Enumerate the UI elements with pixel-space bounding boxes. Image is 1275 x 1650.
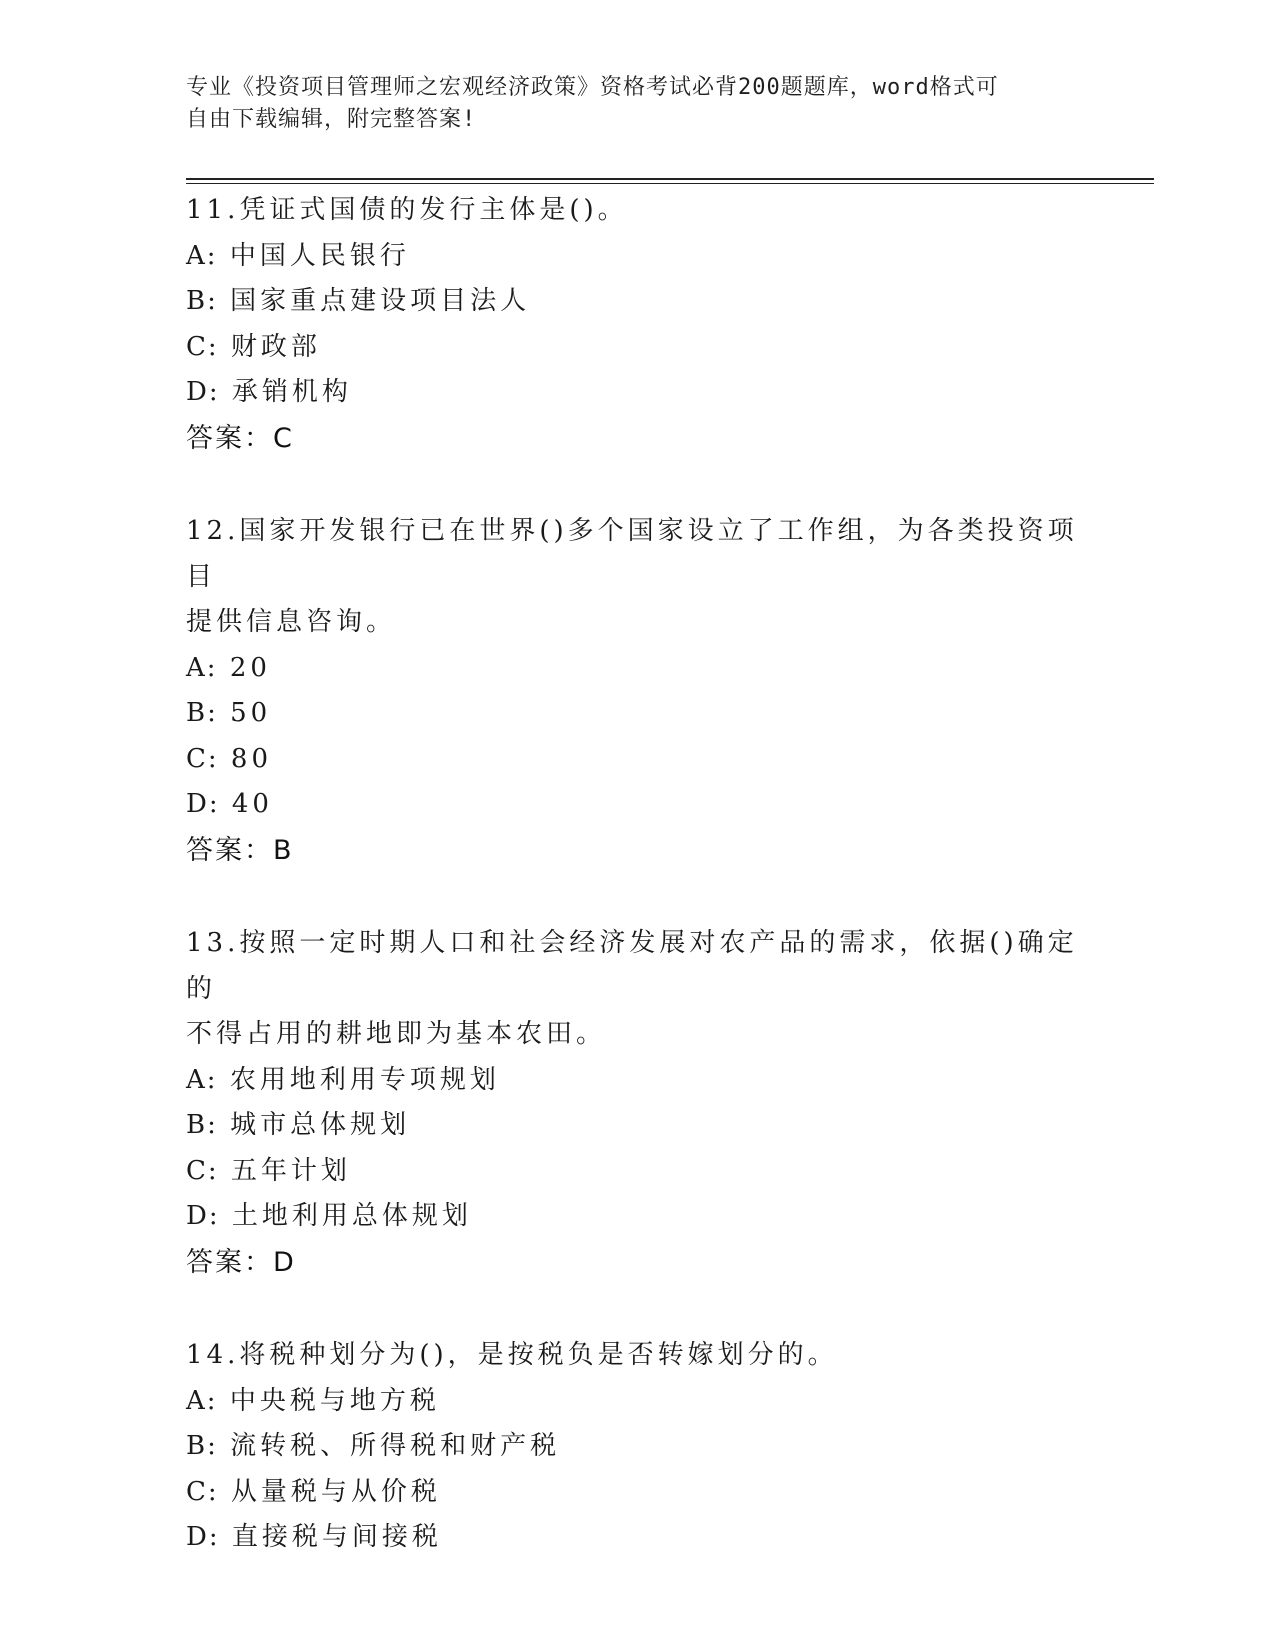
- option-text: 五年计划: [230, 1155, 351, 1186]
- answer-key: 答案：C: [186, 422, 294, 454]
- header-line-1: 专业《投资项目管理师之宏观经济政策》资格考试必背200题题库，word格式可: [186, 75, 999, 100]
- question-stem: 不得占用的耕地即为基本农田。: [186, 1019, 607, 1049]
- question-stem: 11.凭证式国债的发行主体是()。: [186, 195, 628, 225]
- question-block: [186, 921, 1086, 1285]
- question-list: [186, 188, 1086, 1561]
- option-label: C:: [186, 331, 219, 362]
- answer-option: [186, 1424, 1086, 1470]
- question-stem: 13.按照一定时期人口和社会经济发展对农产品的需求，依据()确定的: [186, 928, 1078, 1004]
- option-label: D:: [186, 789, 220, 819]
- option-label: B:: [186, 1110, 218, 1140]
- header-line-2: 自由下载编辑，附完整答案!: [186, 107, 477, 132]
- answer-option: [186, 646, 1086, 692]
- option-label: A:: [186, 240, 218, 271]
- answer-option: [186, 1103, 1086, 1149]
- header-rule-thick: [186, 178, 1154, 180]
- option-label: A:: [186, 1385, 218, 1416]
- option-label: B:: [186, 286, 218, 316]
- answer-option: [186, 691, 1086, 737]
- option-text: 流转税、所得税和财产税: [230, 1431, 561, 1461]
- option-text: 20: [229, 652, 271, 683]
- question-spacer: [186, 461, 1086, 509]
- question-spacer: [186, 873, 1086, 921]
- option-text: 农用地利用专项规划: [229, 1064, 500, 1095]
- option-text: 城市总体规划: [230, 1110, 411, 1140]
- option-text: 土地利用总体规划: [231, 1201, 472, 1231]
- option-label: A:: [186, 1064, 218, 1095]
- answer-option: [186, 1058, 1086, 1104]
- option-label: A:: [186, 652, 218, 683]
- option-label: D:: [186, 1522, 220, 1552]
- option-text: 从量税与从价税: [230, 1476, 441, 1507]
- option-label: D:: [186, 377, 220, 407]
- answer-option: [186, 782, 1086, 828]
- answer-key: 答案：D: [186, 1246, 296, 1278]
- question-block: [186, 509, 1086, 873]
- option-label: C:: [186, 1155, 219, 1186]
- option-label: C:: [186, 743, 219, 774]
- answer-option: [186, 737, 1086, 783]
- question-block: [186, 188, 1086, 461]
- question-spacer: [186, 1285, 1086, 1333]
- answer-option: [186, 1470, 1086, 1516]
- answer-option: [186, 1515, 1086, 1561]
- option-text: 中央税与地方税: [229, 1385, 440, 1416]
- option-text: 中国人民银行: [229, 240, 410, 271]
- option-text: 承销机构: [231, 377, 352, 407]
- option-text: 80: [230, 743, 273, 774]
- question-stem: 12.国家开发银行已在世界()多个国家设立了工作组，为各类投资项目: [186, 516, 1078, 592]
- option-text: 财政部: [230, 331, 321, 362]
- answer-option: [186, 279, 1086, 325]
- question-block: [186, 1333, 1086, 1561]
- option-label: B:: [186, 698, 218, 728]
- option-text: 50: [230, 698, 272, 728]
- option-text: 直接税与间接税: [231, 1522, 442, 1552]
- answer-option: [186, 234, 1086, 280]
- answer-option: [186, 325, 1086, 371]
- answer-option: [186, 1379, 1086, 1425]
- option-label: C:: [186, 1476, 219, 1507]
- header-rule-thin: [186, 183, 1154, 184]
- answer-option: [186, 370, 1086, 416]
- document-header: [186, 72, 1066, 136]
- answer-option: [186, 1194, 1086, 1240]
- option-text: 40: [231, 789, 273, 819]
- option-label: D:: [186, 1201, 220, 1231]
- option-text: 国家重点建设项目法人: [230, 286, 531, 316]
- answer-key: 答案：B: [186, 834, 294, 866]
- question-stem: 14.将税种划分为()，是按税负是否转嫁划分的。: [186, 1340, 838, 1370]
- option-label: B:: [186, 1431, 218, 1461]
- answer-option: [186, 1149, 1086, 1195]
- question-stem: 提供信息咨询。: [186, 607, 397, 637]
